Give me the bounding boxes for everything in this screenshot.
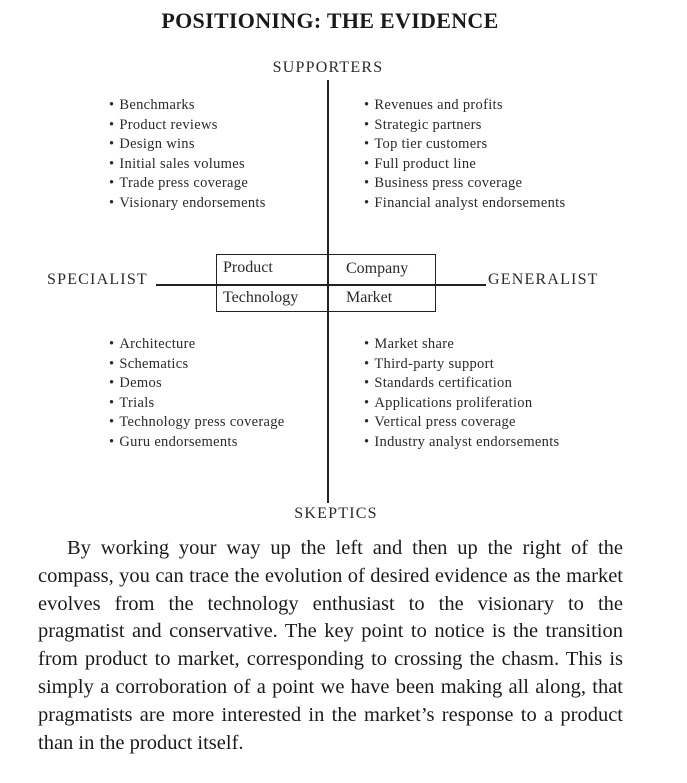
quadrant-list-bottom-left [109, 335, 285, 452]
list-item: • Full product line [364, 155, 565, 175]
axis-label-supporters: SUPPORTERS [272, 59, 384, 76]
horizontal-axis-line-right [437, 284, 486, 286]
list-item: • Architecture [109, 335, 285, 355]
center-box-divider [216, 284, 437, 286]
list-item: • Standards certification [364, 374, 559, 394]
axis-label-specialist: SPECIALIST [47, 271, 148, 288]
quadrant-list-top-right [364, 96, 565, 213]
list-item: • Business press coverage [364, 174, 565, 194]
quadrant-list-bottom-right [364, 335, 559, 452]
list-item: • Demos [109, 374, 285, 394]
horizontal-axis-line-left [156, 284, 216, 286]
list-item: • Trials [109, 394, 285, 414]
list-item: • Guru endorsements [109, 433, 285, 453]
list-item: • Design wins [109, 135, 266, 155]
list-item: • Strategic partners [364, 116, 565, 136]
center-cell-product: Product [223, 259, 273, 276]
list-item: • Initial sales volumes [109, 155, 266, 175]
list-item: • Third-party support [364, 355, 559, 375]
axis-label-generalist: GENERALIST [488, 271, 599, 288]
quadrant-list-top-left [109, 96, 266, 213]
page-title: POSITIONING: THE EVIDENCE [161, 8, 499, 33]
list-item: • Visionary endorsements [109, 194, 266, 214]
list-item: • Top tier customers [364, 135, 565, 155]
axis-label-skeptics: SKEPTICS [294, 505, 378, 522]
list-item: • Applications proliferation [364, 394, 559, 414]
list-item: • Industry analyst endorsements [364, 433, 559, 453]
center-cell-technology: Technology [223, 289, 299, 306]
list-item: • Product reviews [109, 116, 266, 136]
list-item: • Benchmarks [109, 96, 266, 116]
list-item: • Trade press coverage [109, 174, 266, 194]
list-item: • Vertical press coverage [364, 413, 559, 433]
list-item: • Financial analyst endorsements [364, 194, 565, 214]
center-cell-company: Company [346, 260, 409, 277]
list-item: • Market share [364, 335, 559, 355]
list-item: • Schematics [109, 355, 285, 375]
list-item: • Revenues and profits [364, 96, 565, 116]
list-item: • Technology press coverage [109, 413, 285, 433]
center-cell-market: Market [346, 289, 393, 306]
body-paragraph: By working your way up the left and then up the right of the compass, you can trace the evolution of desired evidence as the market evolves from the technology enthusiast to the visionary to the pragmatist and conservative. The key point to notice is the transition from product to market, corresponding to crossing the chasm. This is simply a corroboration of a point we have been making all along, that pragmatists are more interested in the market’s response to a product than in the product itself. [38, 537, 623, 754]
